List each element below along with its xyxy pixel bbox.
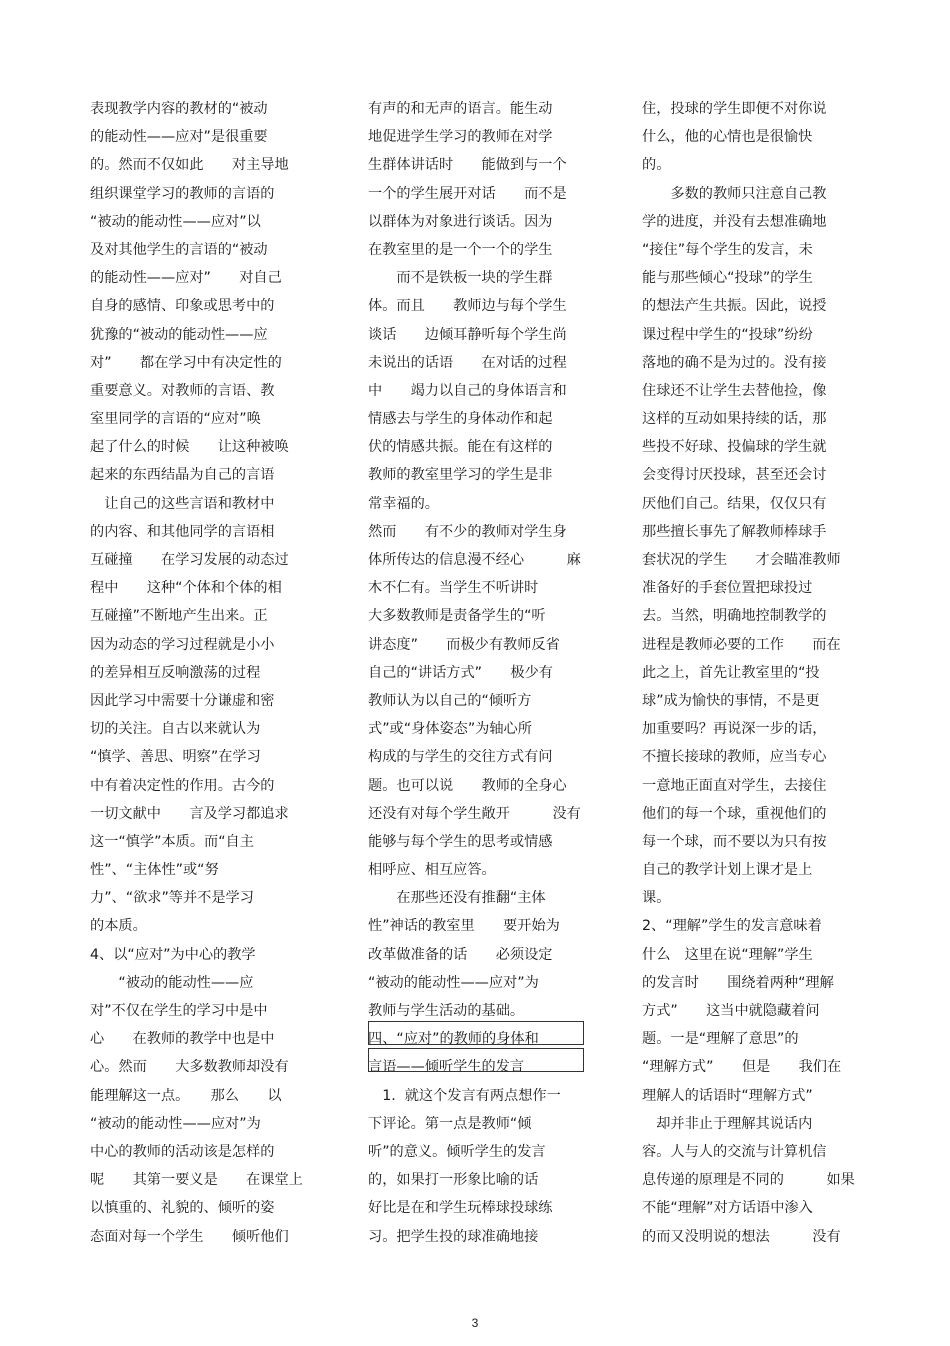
- text-line: 方式” 这当中就隐藏着问: [642, 1003, 820, 1019]
- text-line: 生群体讲话时 能做到与一个: [368, 157, 567, 174]
- text-line: 教师的教室里学习的学生是非: [368, 467, 553, 484]
- text-line: 能理解这一点。 那么 以: [90, 1087, 282, 1104]
- text-line: 的想法产生共振。因此，说授: [642, 298, 827, 315]
- text-line: 因为动态的学习过程就是小小: [90, 636, 275, 653]
- text-line: 起来的东西结晶为自己的言语: [90, 467, 275, 484]
- text-line: 呢 其第一要义是 在课堂上: [90, 1172, 303, 1189]
- text-line: 他们的每一个球，重视他们的: [642, 805, 827, 822]
- text-column-2: [368, 95, 598, 1251]
- text-line: 起了什么的时候 让这种被唤: [90, 439, 289, 456]
- page-number: 3: [471, 1316, 479, 1330]
- text-line: 室里同学的言语的“应对”唤: [90, 411, 261, 428]
- text-line: 自己的教学计划上课才是上: [642, 862, 813, 879]
- text-line: 互碰撞 在学习发展的动态过: [90, 552, 289, 568]
- text-line: 能够与每个学生的思考或情感: [368, 833, 553, 850]
- text-line: 组织课堂学习的教师的言语的: [90, 185, 275, 202]
- text-line: 那些擅长事先了解教师棒球手: [642, 523, 827, 540]
- text-line: 厌他们自己。结果，仅仅只有: [642, 495, 827, 512]
- text-line: 球”成为愉快的事情，不是更: [642, 692, 820, 709]
- text-line: 自己的“讲话方式” 极少有: [368, 664, 553, 681]
- text-line: 中有着决定性的作用。古今的: [90, 777, 275, 794]
- text-line: 体所传达的信息漫不经心 麻: [368, 552, 581, 568]
- text-line: 对”不仅在学生的学习中是中: [90, 1003, 268, 1019]
- text-line: 多数的教师只注意自己教: [642, 185, 827, 202]
- text-line: 一个的学生展开对话 而不是: [368, 185, 567, 202]
- text-line: 力”、“欲求”等并不是学习: [90, 890, 254, 907]
- text-line: 未说出的话语 在对话的过程: [368, 354, 567, 371]
- text-line: 还没有对每个学生敞开 没有: [368, 805, 581, 822]
- text-line: 些投不好球、投偏球的学生就: [642, 439, 827, 456]
- text-line: 有声的和无声的语言。能生动: [368, 101, 553, 117]
- text-line: 容。人与人的交流与计算机信: [642, 1143, 827, 1160]
- text-line: 而不是铁板一块的学生群: [368, 270, 553, 287]
- text-line: 情感去与学生的身体动作和起: [368, 411, 553, 428]
- text-line: 课过程中学生的“投球”纷纷: [642, 326, 813, 343]
- text-line: 言语——倾听学生的发言: [368, 1059, 525, 1076]
- text-line: 中 竭力以自己的身体语言和: [368, 382, 567, 399]
- text-line: 每一个球，而不要以为只有按: [642, 833, 827, 850]
- text-line: 准备好的手套位置把球投过: [642, 580, 813, 597]
- text-line: 表现教学内容的教材的“被动: [90, 101, 268, 117]
- text-line: 什么，他的心情也是很愉快: [642, 129, 813, 146]
- text-line: 课。: [642, 890, 671, 907]
- text-line: 切的关注。自古以来就认为: [90, 721, 261, 738]
- text-line: 这一“慎学”本质。而“自主: [90, 833, 254, 850]
- text-line: 心 在教师的教学中也是中: [90, 1031, 275, 1048]
- text-line: 伏的情感共振。能在有这样的: [368, 439, 553, 456]
- text-line: 对” 都在学习中有决定性的: [90, 354, 282, 371]
- text-line: “被动的能动性——应对”为: [368, 974, 539, 991]
- text-line: 能与那些倾心“投球”的学生: [642, 270, 813, 287]
- text-line: 四、“应对”的教师的身体和: [368, 1031, 539, 1048]
- text-line: 程中 这种“个体和个体的相: [90, 580, 282, 597]
- text-column-1: [90, 95, 320, 1251]
- text-line: 的而又没明说的想法 没有: [642, 1228, 841, 1245]
- text-line: 相呼应、相互应答。: [368, 862, 496, 879]
- text-line: 理解人的话语时“理解方式”: [642, 1087, 813, 1104]
- text-line: 让自己的这些言语和教材中: [90, 495, 275, 512]
- text-line: 4、以“应对”为中心的教学: [90, 946, 256, 963]
- text-line: 式”或“身体姿态”为轴心所: [368, 721, 532, 738]
- text-line: 去。当然，明确地控制教学的: [642, 608, 827, 625]
- text-line: 不擅长接球的教师，应当专心: [642, 749, 827, 766]
- text-line: 的差异相互反响激荡的过程: [90, 664, 261, 681]
- text-line: 中心的教师的活动该是怎样的: [90, 1143, 275, 1160]
- text-line: “被动的能动性——应: [90, 974, 254, 991]
- text-line: 学的进度，并没有去想准确地: [642, 213, 827, 230]
- text-line: 好比是在和学生玩棒球投球练: [368, 1200, 553, 1217]
- text-line: 会变得讨厌投球，甚至还会讨: [642, 467, 827, 484]
- text-line: 1. 就这个发言有两点想作一: [368, 1087, 561, 1104]
- text-line: 犹豫的“被动的能动性——应: [90, 326, 268, 343]
- text-line: 及对其他学生的言语的“被动: [90, 241, 268, 258]
- text-line: 套状况的学生 才会瞄准教师: [642, 552, 841, 568]
- text-line: 落地的确不是为过的。没有接: [642, 354, 827, 371]
- text-line: 住球还不让学生去替他捡，像: [642, 382, 827, 399]
- text-line: “慎学、善思、明察”在学习: [90, 749, 261, 766]
- text-line: 重要意义。对教师的言语、教: [90, 382, 275, 399]
- text-line: 的内容、和其他同学的言语相: [90, 523, 275, 540]
- text-line: 在那些还没有推翻“主体: [368, 890, 546, 907]
- text-line: 地促进学生学习的教师在对学: [368, 129, 553, 146]
- text-line: 在教室里的是一个一个的学生: [368, 241, 553, 258]
- text-line: 什么 这里在说“理解”学生: [642, 946, 813, 963]
- text-line: 构成的与学生的交往方式有问: [368, 749, 553, 766]
- text-line: 木不仁有。当学生不听讲时: [368, 580, 539, 597]
- text-line: 的。: [642, 157, 671, 174]
- text-line: 却并非止于理解其说话内: [642, 1115, 813, 1132]
- text-line: 2、“理解”学生的发言意味着: [642, 918, 822, 935]
- text-line: 以慎重的、礼貌的、倾听的姿: [90, 1200, 275, 1217]
- text-line: 下评论。第一点是教师“倾: [368, 1115, 532, 1132]
- text-line: 的本质。: [90, 918, 147, 935]
- section-heading-box-line-1: [368, 1021, 584, 1045]
- text-line: 进程是教师必要的工作 而在: [642, 636, 841, 653]
- text-line: 大多数教师是责备学生的“听: [368, 608, 546, 625]
- text-line: 住，投球的学生即便不对你说: [642, 101, 827, 117]
- text-line: 此之上，首先让教室里的“投: [642, 664, 820, 681]
- text-column-3: [642, 95, 872, 1251]
- text-line: 的发言时 围绕着两种“理解: [642, 974, 834, 991]
- text-line: 性”、“主体性”或“努: [90, 862, 219, 879]
- text-line: 常幸福的。: [368, 495, 439, 512]
- text-line: 息传递的原理是不同的 如果: [642, 1172, 855, 1189]
- text-line: 体。而且 教师边与每个学生: [368, 298, 567, 315]
- text-line: 习。把学生投的球准确地接: [368, 1228, 539, 1245]
- text-line: 然而 有不少的教师对学生身: [368, 523, 567, 540]
- text-line: “理解方式” 但是 我们在: [642, 1059, 842, 1076]
- text-line: “被动的能动性——应对”为: [90, 1115, 261, 1132]
- text-line: 题。也可以说 教师的全身心: [368, 777, 567, 794]
- text-line: 一切文献中 言及学习都追求: [90, 805, 289, 822]
- text-line: 不能“理解”对方话语中渗入: [642, 1200, 813, 1217]
- text-line: 自身的感情、印象或思考中的: [90, 298, 275, 315]
- text-line: “被动的能动性——应对”以: [90, 213, 261, 230]
- text-line: 的，如果打一形象比喻的话: [368, 1172, 539, 1189]
- text-line: 态面对每一个学生 倾听他们: [90, 1228, 289, 1245]
- text-line: 讲态度” 而极少有教师反省: [368, 636, 560, 653]
- text-line: 加重要吗？再说深一步的话，: [642, 721, 827, 738]
- text-line: 一意地正面直对学生，去接住: [642, 777, 827, 794]
- text-line: 的能动性——应对” 对自己: [90, 270, 282, 287]
- text-line: 谈话 边倾耳静听每个学生尚: [368, 326, 567, 343]
- text-line: 互碰撞”不断地产生出来。正: [90, 608, 268, 625]
- text-line: 听”的意义。倾听学生的发言: [368, 1143, 546, 1160]
- text-line: 教师与学生活动的基础。: [368, 1003, 525, 1019]
- text-line: 的能动性——应对”是很重要: [90, 129, 268, 146]
- text-line: 心。然而 大多数教师却没有: [90, 1059, 289, 1076]
- text-line: 的。然而不仅如此 对主导地: [90, 157, 289, 174]
- text-line: 题。一是“理解了意思”的: [642, 1031, 799, 1048]
- text-line: 教师认为以自己的“倾听方: [368, 692, 532, 709]
- text-line: 这样的互动如果持续的话，那: [642, 411, 827, 428]
- text-line: 以群体为对象进行谈话。因为: [368, 213, 553, 230]
- text-line: 性”神话的教室里 要开始为: [368, 918, 560, 935]
- text-line: “接住”每个学生的发言，未: [642, 241, 813, 258]
- section-heading-box-line-2: [368, 1048, 584, 1072]
- text-line: 改革做准备的话 必须设定: [368, 946, 553, 963]
- text-line: 因此学习中需要十分谦虚和密: [90, 692, 275, 709]
